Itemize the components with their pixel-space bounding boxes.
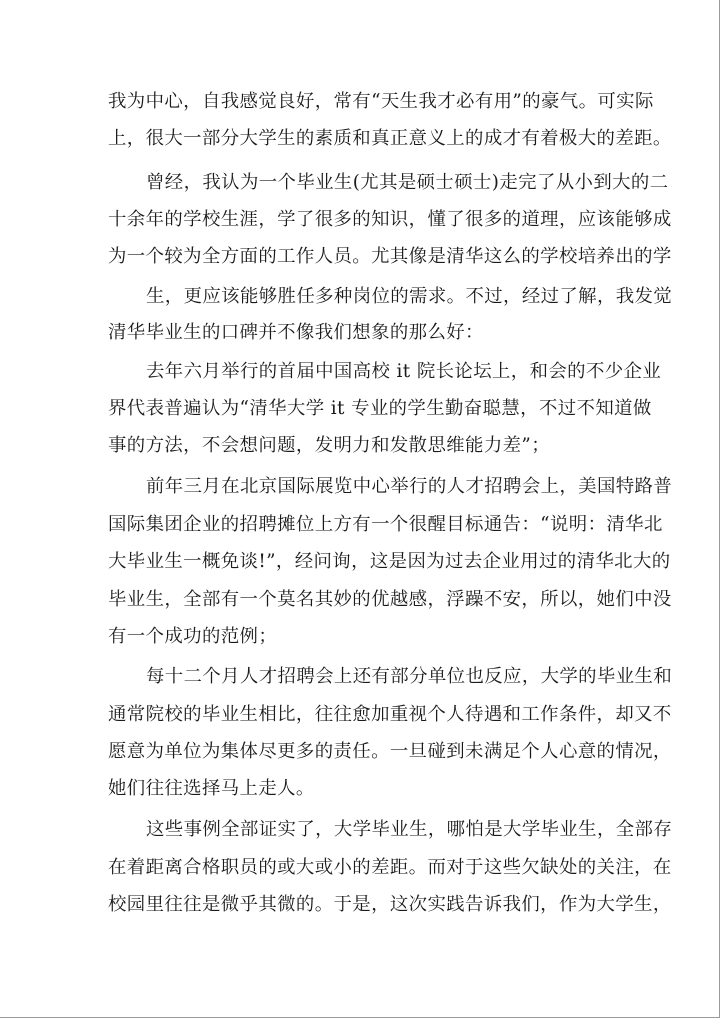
text-line: 国际集团企业的招聘摊位上方有一个很醒目标通告：“说明：清华北 [108,514,663,535]
text-line: 有一个成功的范例； [108,626,278,647]
paragraph-first-line: 去年六月举行的首届中国高校 it 院长论坛上，和会的不少企业 [146,361,662,382]
text-line: 上，很大一部分大学生的素质和真正意义上的成才有着极大的差距。 [108,128,672,149]
text-line: 为一个较为全方面的工作人员。尤其像是清华这么的学校培养出的学 [108,246,672,267]
text-line: 十余年的学校生涯，学了很多的知识，懂了很多的道理，应该能够成 [108,209,672,230]
text-line: 通常院校的毕业生相比，往往愈加重视个人待遇和工作条件，却又不 [108,704,672,725]
text-line: 我为中心，自我感觉良好，常有“天生我才必有用”的豪气。可实际 [108,91,654,112]
paragraph-first-line: 前年三月在北京国际展览中心举行的人才招聘会上，美国特路普 [146,476,673,497]
text-line: 大毕业生一概免谈!”，经问询，这是因为过去企业用过的清华北大的 [108,551,671,572]
text-line: 愿意为单位为集体尽更多的责任。一旦碰到未满足个人心意的情况， [108,741,672,762]
text-line: 事的方法，不会想问题，发明力和发散思维能力差”； [108,435,550,456]
text-line: 界代表普遍认为“清华大学 it 专业的学生勤奋聪慧，不过不知道做 [108,398,652,419]
text-line: 生，更应该能够胜任多种岗位的需求。不过，经过了解，我发觉 [146,286,673,307]
text-line: 在着距离合格职员的或大或小的差距。而对于这些欠缺处的关注，在 [108,857,672,878]
paragraph-first-line: 每十二个月人才招聘会上还有部分单位也反应，大学的毕业生和 [146,666,673,687]
text-line: 校园里往往是微乎其微的。于是，这次实践告诉我们，作为大学生， [108,894,672,915]
paragraph-first-line: 曾经，我认为一个毕业生(尤其是硕士硕士)走完了从小到大的二 [146,172,669,193]
text-line: 她们往往选择马上走人。 [108,778,315,799]
text-line: 清华毕业生的口碑并不像我们想象的那么好： [108,322,484,343]
paragraph-first-line: 这些事例全部证实了，大学毕业生，哪怕是大学毕业生，全部存 [146,819,673,840]
text-line: 毕业生，全部有一个莫名其妙的优越感，浮躁不安，所以，她们中没 [108,589,672,610]
